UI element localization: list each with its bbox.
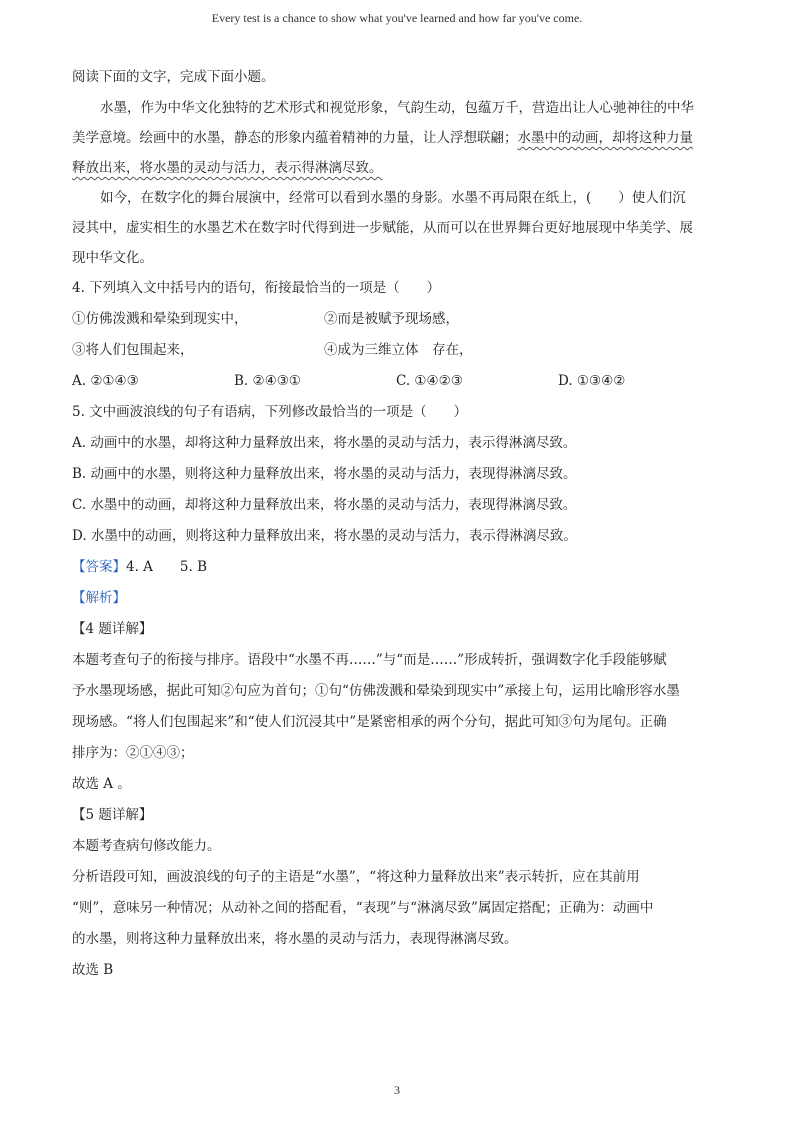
question-4-stem: 4. 下列填入文中括号内的语句，衔接最恰当的一项是（ ） — [72, 280, 441, 296]
choice-c: C. ①④②③ — [396, 373, 463, 389]
passage-paragraph-1 — [72, 93, 722, 183]
document-content — [72, 62, 722, 986]
detail-5-line: 分析语段可知，画波浪线的句子的主语是“水墨”，“将这种力量释放出来”表示转折，应在其前用 — [72, 869, 640, 885]
passage-line: 水墨，作为中华文化独特的艺术形式和视觉形象，气韵生动，包蕴万千，营造出让人心驰神往的中华 — [100, 100, 694, 116]
sentence-item: ③将人们包围起来， — [72, 342, 194, 358]
question-5-stem: 5. 文中画波浪线的句子有语病，下列修改最恰当的一项是（ ） — [72, 404, 468, 420]
detail-4-line: 排序为：②①④③； — [72, 745, 194, 761]
answer-label: 【答案】 — [72, 559, 126, 575]
choice-c: C. 水墨中的动画，却将这种力量释放出来，将水墨的灵动与活力，表现得淋漓尽致。 — [72, 497, 577, 513]
choice-a: A. ②①④③ — [72, 373, 139, 389]
passage-text: 美学意境。绘画中的水墨，静态的形象内蕴着精神的力量，让人浮想联翩； — [72, 130, 518, 146]
choice-d: D. ①③④② — [558, 373, 626, 389]
detail-4-line: 予水墨现场感，据此可知②句应为首句；①句“仿佛泼溅和晕染到现实中”承接上句，运用比喻形容水墨 — [72, 683, 680, 699]
detail-4-line: 本题考查句子的衔接与排序。语段中“水墨不再……”与“而是……”形成转折，强调数字化手段能够赋 — [72, 652, 667, 668]
choice-b: B. 动画中的水墨，则将这种力量释放出来，将水墨的灵动与活力，表现得淋漓尽致。 — [72, 466, 577, 482]
question-4-items-row — [72, 304, 722, 335]
passage-line: 现中华文化。 — [72, 250, 153, 266]
detail-5-conclusion: 故选 B — [72, 962, 114, 978]
question-4-choices — [72, 366, 722, 397]
analysis-label: 【解析】 — [72, 590, 126, 606]
page-number: 3 — [394, 1083, 400, 1097]
passage-line: 如今，在数字化的舞台展演中，经常可以看到水墨的身影。水墨不再局限在纸上，( ）使人们沉 — [100, 190, 686, 206]
choice-d: D. 水墨中的动画，则将这种力量释放出来，将水墨的灵动与活力，表示得淋漓尽致。 — [72, 528, 577, 544]
sentence-item: ②而是被赋予现场感， — [324, 311, 459, 327]
detail-4-title: 【4 题详解】 — [72, 621, 153, 637]
detail-5-line: 本题考查病句修改能力。 — [72, 838, 221, 854]
answer-line — [72, 552, 722, 583]
wavy-underlined-sentence: 释放出来，将水墨的灵动与活力，表示得淋漓尽致。 — [72, 160, 383, 176]
reading-instruction: 阅读下面的文字，完成下面小题。 — [72, 69, 275, 85]
answer-value: 4. A 5. B — [126, 559, 208, 575]
passage-line — [72, 153, 722, 183]
sentence-item: ④成为三维立体 存在， — [324, 342, 473, 358]
passage-line — [72, 123, 722, 153]
question-4-items-row — [72, 335, 722, 366]
wavy-underlined-sentence: 水墨中的动画，却将这种力量 — [517, 130, 693, 146]
detail-5-line: “则”，意味另一种情况；从动补之间的搭配看，“表现”与“淋漓尽致”属固定搭配；正确为：动画中 — [72, 900, 654, 916]
passage-line: 浸其中，虚实相生的水墨艺术在数字时代得到进一步赋能，从而可以在世界舞台更好地展现中华美学、展 — [72, 220, 693, 236]
choice-b: B. ②④③① — [234, 373, 301, 389]
sentence-item: ①仿佛泼溅和晕染到现实中， — [72, 311, 248, 327]
detail-5-title: 【5 题详解】 — [72, 807, 153, 823]
detail-4-line: 现场感。“将人们包围起来”和“使人们沉浸其中”是紧密相承的两个分句，据此可知③句为尾句。正确 — [72, 714, 667, 730]
choice-a: A. 动画中的水墨，却将这种力量释放出来，将水墨的灵动与活力，表示得淋漓尽致。 — [72, 435, 577, 451]
passage-paragraph-2 — [72, 183, 722, 273]
detail-5-line: 的水墨，则将这种力量释放出来，将水墨的灵动与活力，表现得淋漓尽致。 — [72, 931, 518, 947]
detail-4-conclusion: 故选 A 。 — [72, 776, 131, 792]
header-motto: Every test is a chance to show what you've learned and how far you've come. — [211, 11, 583, 25]
